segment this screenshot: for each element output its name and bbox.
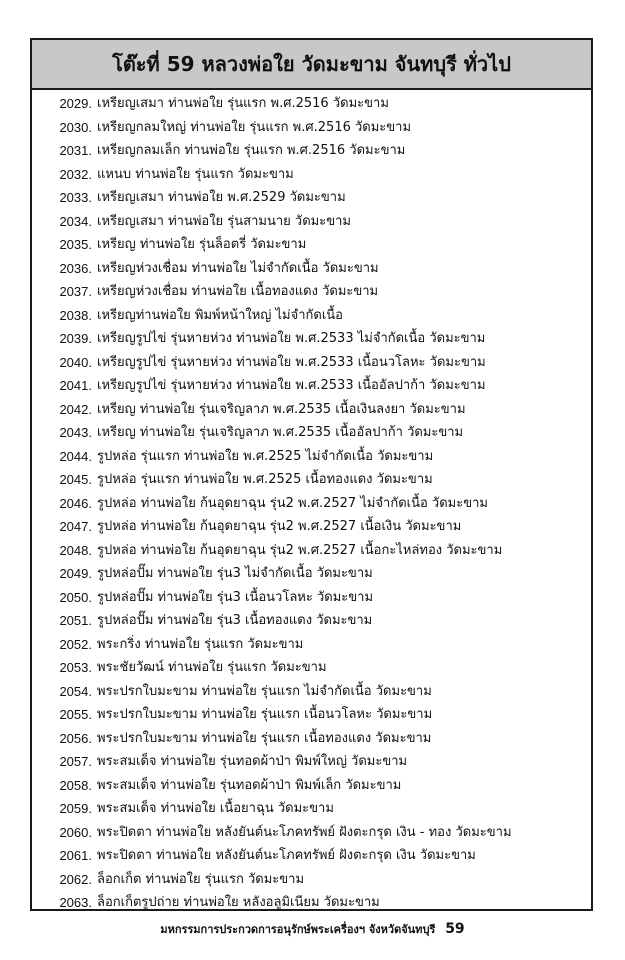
- item-text: พระกริ่ง ท่านพ่อใย รุ่นแรก วัดมะขาม: [97, 636, 304, 652]
- item-number: 2034.: [59, 213, 92, 229]
- item-number: 2035.: [59, 237, 92, 252]
- item-number: 2052.: [59, 636, 92, 652]
- item-text: เหรียญเสมา ท่านพ่อใย รุ่นสามนาย วัดมะขาม: [97, 213, 351, 229]
- item-number: 2047.: [59, 519, 92, 534]
- item-text: พระชัยวัฒน์ ท่านพ่อใย รุ่นแรก วัดมะขาม: [97, 660, 327, 675]
- list-item: [32, 468, 591, 492]
- item-number: 2059.: [59, 801, 92, 816]
- item-text: เหรียญเสมา ท่านพ่อใย พ.ศ.2529 วัดมะขาม: [97, 190, 346, 205]
- item-number: 2060.: [59, 824, 92, 840]
- item-number: 2049.: [59, 566, 92, 581]
- item-text: ล็อกเก็ตรูปถ่าย ท่านพ่อใย หลังอลูมิเนียม วัดมะขาม: [97, 895, 380, 910]
- item-text: เหรียญรูปไข่ รุ่นหายห่วง ท่านพ่อใย พ.ศ.2533 เนื้อนวโลหะ วัดมะขาม: [97, 354, 486, 370]
- item-text: เหรียญรูปไข่ รุ่นหายห่วง ท่านพ่อใย พ.ศ.2533 เนื้ออัลปาก้า วัดมะขาม: [97, 378, 486, 393]
- item-number: 2042.: [59, 401, 92, 417]
- item-text: พระสมเด็จ ท่านพ่อใย เนื้อยาฉุน วัดมะขาม: [97, 801, 334, 816]
- item-text: เหรียญห่วงเชื่อม ท่านพ่อใย เนื้อทองแดง วัดมะขาม: [97, 284, 379, 299]
- item-text: ล็อกเก็ต ท่านพ่อใย รุ่นแรก วัดมะขาม: [97, 871, 305, 887]
- title-bar: [32, 40, 591, 90]
- item-text: พระปรกใบมะขาม ท่านพ่อใย รุ่นแรก ไม่จำกัดเนื้อ วัดมะขาม: [97, 683, 432, 699]
- item-text: เหรียญ ท่านพ่อใย รุ่นล็อตรี่ วัดมะขาม: [97, 237, 307, 252]
- item-text: รูปหล่อปั๊ม ท่านพ่อใย รุ่น3 เนื้อนวโลหะ วัดมะขาม: [97, 589, 374, 605]
- item-text: เหรียญ ท่านพ่อใย รุ่นเจริญลาภ พ.ศ.2535 เนื้อเงินลงยา วัดมะขาม: [97, 401, 466, 417]
- list-item: [32, 797, 591, 821]
- item-number: 2055.: [59, 707, 92, 722]
- list-item: [32, 703, 591, 727]
- item-number: 2031.: [59, 143, 92, 158]
- item-text: พระสมเด็จ ท่านพ่อใย รุ่นทอดผ้าป่า พิมพ์ใหญ่ วัดมะขาม: [97, 754, 408, 769]
- item-number: 2040.: [59, 354, 92, 370]
- list-item: [32, 116, 591, 140]
- list-item: [32, 374, 591, 398]
- item-number: 2038.: [59, 307, 92, 323]
- item-number: 2044.: [59, 448, 92, 464]
- item-number: 2039.: [59, 331, 92, 346]
- item-number: 2030.: [59, 119, 92, 135]
- list-item: [32, 774, 591, 798]
- item-text: เหรียญกลมใหญ่ ท่านพ่อใย รุ่นแรก พ.ศ.2516 วัดมะขาม: [97, 119, 412, 135]
- list-item: [32, 492, 591, 516]
- list-item: [32, 656, 591, 680]
- item-text: รูปหล่อ ท่านพ่อใย ก้นอุดยาฉุน รุ่น2 พ.ศ.2527 เนื้อเงิน วัดมะขาม: [97, 519, 462, 534]
- list-item: [32, 257, 591, 281]
- item-number: 2033.: [59, 190, 92, 205]
- footer-text: มหกรรมการประกวดการอนุรักษ์พระเครื่องฯ จังหวัดจันทบุรี: [160, 923, 436, 936]
- item-number: 2029.: [59, 96, 92, 111]
- item-text: รูปหล่อปั๊ม ท่านพ่อใย รุ่น3 ไม่จำกัดเนื้อ วัดมะขาม: [97, 566, 373, 581]
- list-item: [32, 398, 591, 422]
- list-item: [32, 821, 591, 845]
- list-item: [32, 92, 591, 116]
- item-text: รูปหล่อ รุ่นแรก ท่านพ่อใย พ.ศ.2525 เนื้อทองแดง วัดมะขาม: [97, 472, 433, 487]
- item-number: 2051.: [59, 613, 92, 628]
- item-text: เหรียญห่วงเชื่อม ท่านพ่อใย ไม่จำกัดเนื้อ วัดมะขาม: [97, 260, 379, 276]
- item-number: 2053.: [59, 660, 92, 675]
- item-text: รูปหล่อ รุ่นแรก ท่านพ่อใย พ.ศ.2525 ไม่จำกัดเนื้อ วัดมะขาม: [97, 448, 434, 464]
- item-list: [32, 90, 591, 915]
- item-number: 2045.: [59, 472, 92, 487]
- list-item: [32, 633, 591, 657]
- item-number: 2043.: [59, 425, 92, 440]
- item-text: พระปิดตา ท่านพ่อใย หลังยันต์นะโภคทรัพย์ ฝังตะกรุด เงิน วัดมะขาม: [97, 848, 476, 863]
- list-item: [32, 844, 591, 868]
- item-text: พระสมเด็จ ท่านพ่อใย รุ่นทอดผ้าป่า พิมพ์เล็ก วัดมะขาม: [97, 777, 402, 793]
- item-number: 2037.: [59, 284, 92, 299]
- page-number: 59: [445, 921, 465, 937]
- item-number: 2032.: [59, 166, 92, 182]
- item-text: พระปรกใบมะขาม ท่านพ่อใย รุ่นแรก เนื้อทองแดง วัดมะขาม: [97, 730, 432, 746]
- list-item: [32, 210, 591, 234]
- list-item: [32, 680, 591, 704]
- list-item: [32, 727, 591, 751]
- list-item: [32, 163, 591, 187]
- item-text: เหรียญเสมา ท่านพ่อใย รุ่นแรก พ.ศ.2516 วัดมะขาม: [97, 96, 389, 111]
- page-title: โต๊ะที่ 59 หลวงพ่อใย วัดมะขาม จันทบุรี ทั่วไป: [112, 52, 511, 76]
- list-item: [32, 421, 591, 445]
- item-text: พระปิดตา ท่านพ่อใย หลังยันต์นะโภคทรัพย์ ฝังตะกรุด เงิน - ทอง วัดมะขาม: [97, 824, 512, 840]
- item-number: 2046.: [59, 495, 92, 511]
- item-text: แหนบ ท่านพ่อใย รุ่นแรก วัดมะขาม: [97, 166, 294, 182]
- list-item: [32, 233, 591, 257]
- item-number: 2057.: [59, 754, 92, 769]
- page-footer: [0, 920, 625, 938]
- list-item: [32, 304, 591, 328]
- item-text: เหรียญท่านพ่อใย พิมพ์หน้าใหญ่ ไม่จำกัดเนื้อ: [97, 307, 343, 323]
- item-text: รูปหล่อ ท่านพ่อใย ก้นอุดยาฉุน รุ่น2 พ.ศ.2527 ไม่จำกัดเนื้อ วัดมะขาม: [97, 495, 488, 511]
- list-item: [32, 750, 591, 774]
- list-item: [32, 562, 591, 586]
- item-text: เหรียญ ท่านพ่อใย รุ่นเจริญลาภ พ.ศ.2535 เนื้ออัลปาก้า วัดมะขาม: [97, 425, 464, 440]
- item-number: 2061.: [59, 848, 92, 863]
- item-number: 2063.: [59, 895, 92, 910]
- item-number: 2041.: [59, 378, 92, 393]
- item-text: เหรียญกลมเล็ก ท่านพ่อใย รุ่นแรก พ.ศ.2516 วัดมะขาม: [97, 143, 406, 158]
- item-number: 2050.: [59, 589, 92, 605]
- item-number: 2054.: [59, 683, 92, 699]
- list-item: [32, 868, 591, 892]
- item-text: รูปหล่อ ท่านพ่อใย ก้นอุดยาฉุน รุ่น2 พ.ศ.2527 เนื้อกะไหล่ทอง วัดมะขาม: [97, 542, 503, 558]
- list-item: [32, 327, 591, 351]
- list-item: [32, 139, 591, 163]
- table-frame: [30, 38, 593, 911]
- item-text: พระปรกใบมะขาม ท่านพ่อใย รุ่นแรก เนื้อนวโลหะ วัดมะขาม: [97, 707, 433, 722]
- list-item: [32, 186, 591, 210]
- item-number: 2048.: [59, 542, 92, 558]
- item-number: 2062.: [59, 871, 92, 887]
- list-item: [32, 586, 591, 610]
- list-item: [32, 539, 591, 563]
- list-item: [32, 609, 591, 633]
- item-text: เหรียญรูปไข่ รุ่นหายห่วง ท่านพ่อใย พ.ศ.2533 ไม่จำกัดเนื้อ วัดมะขาม: [97, 331, 486, 346]
- list-item: [32, 445, 591, 469]
- item-text: รูปหล่อปั๊ม ท่านพ่อใย รุ่น3 เนื้อทองแดง วัดมะขาม: [97, 613, 373, 628]
- item-number: 2056.: [59, 730, 92, 746]
- list-item: [32, 515, 591, 539]
- list-item: [32, 280, 591, 304]
- item-number: 2058.: [59, 777, 92, 793]
- item-number: 2036.: [59, 260, 92, 276]
- list-item: [32, 351, 591, 375]
- list-item: [32, 891, 591, 915]
